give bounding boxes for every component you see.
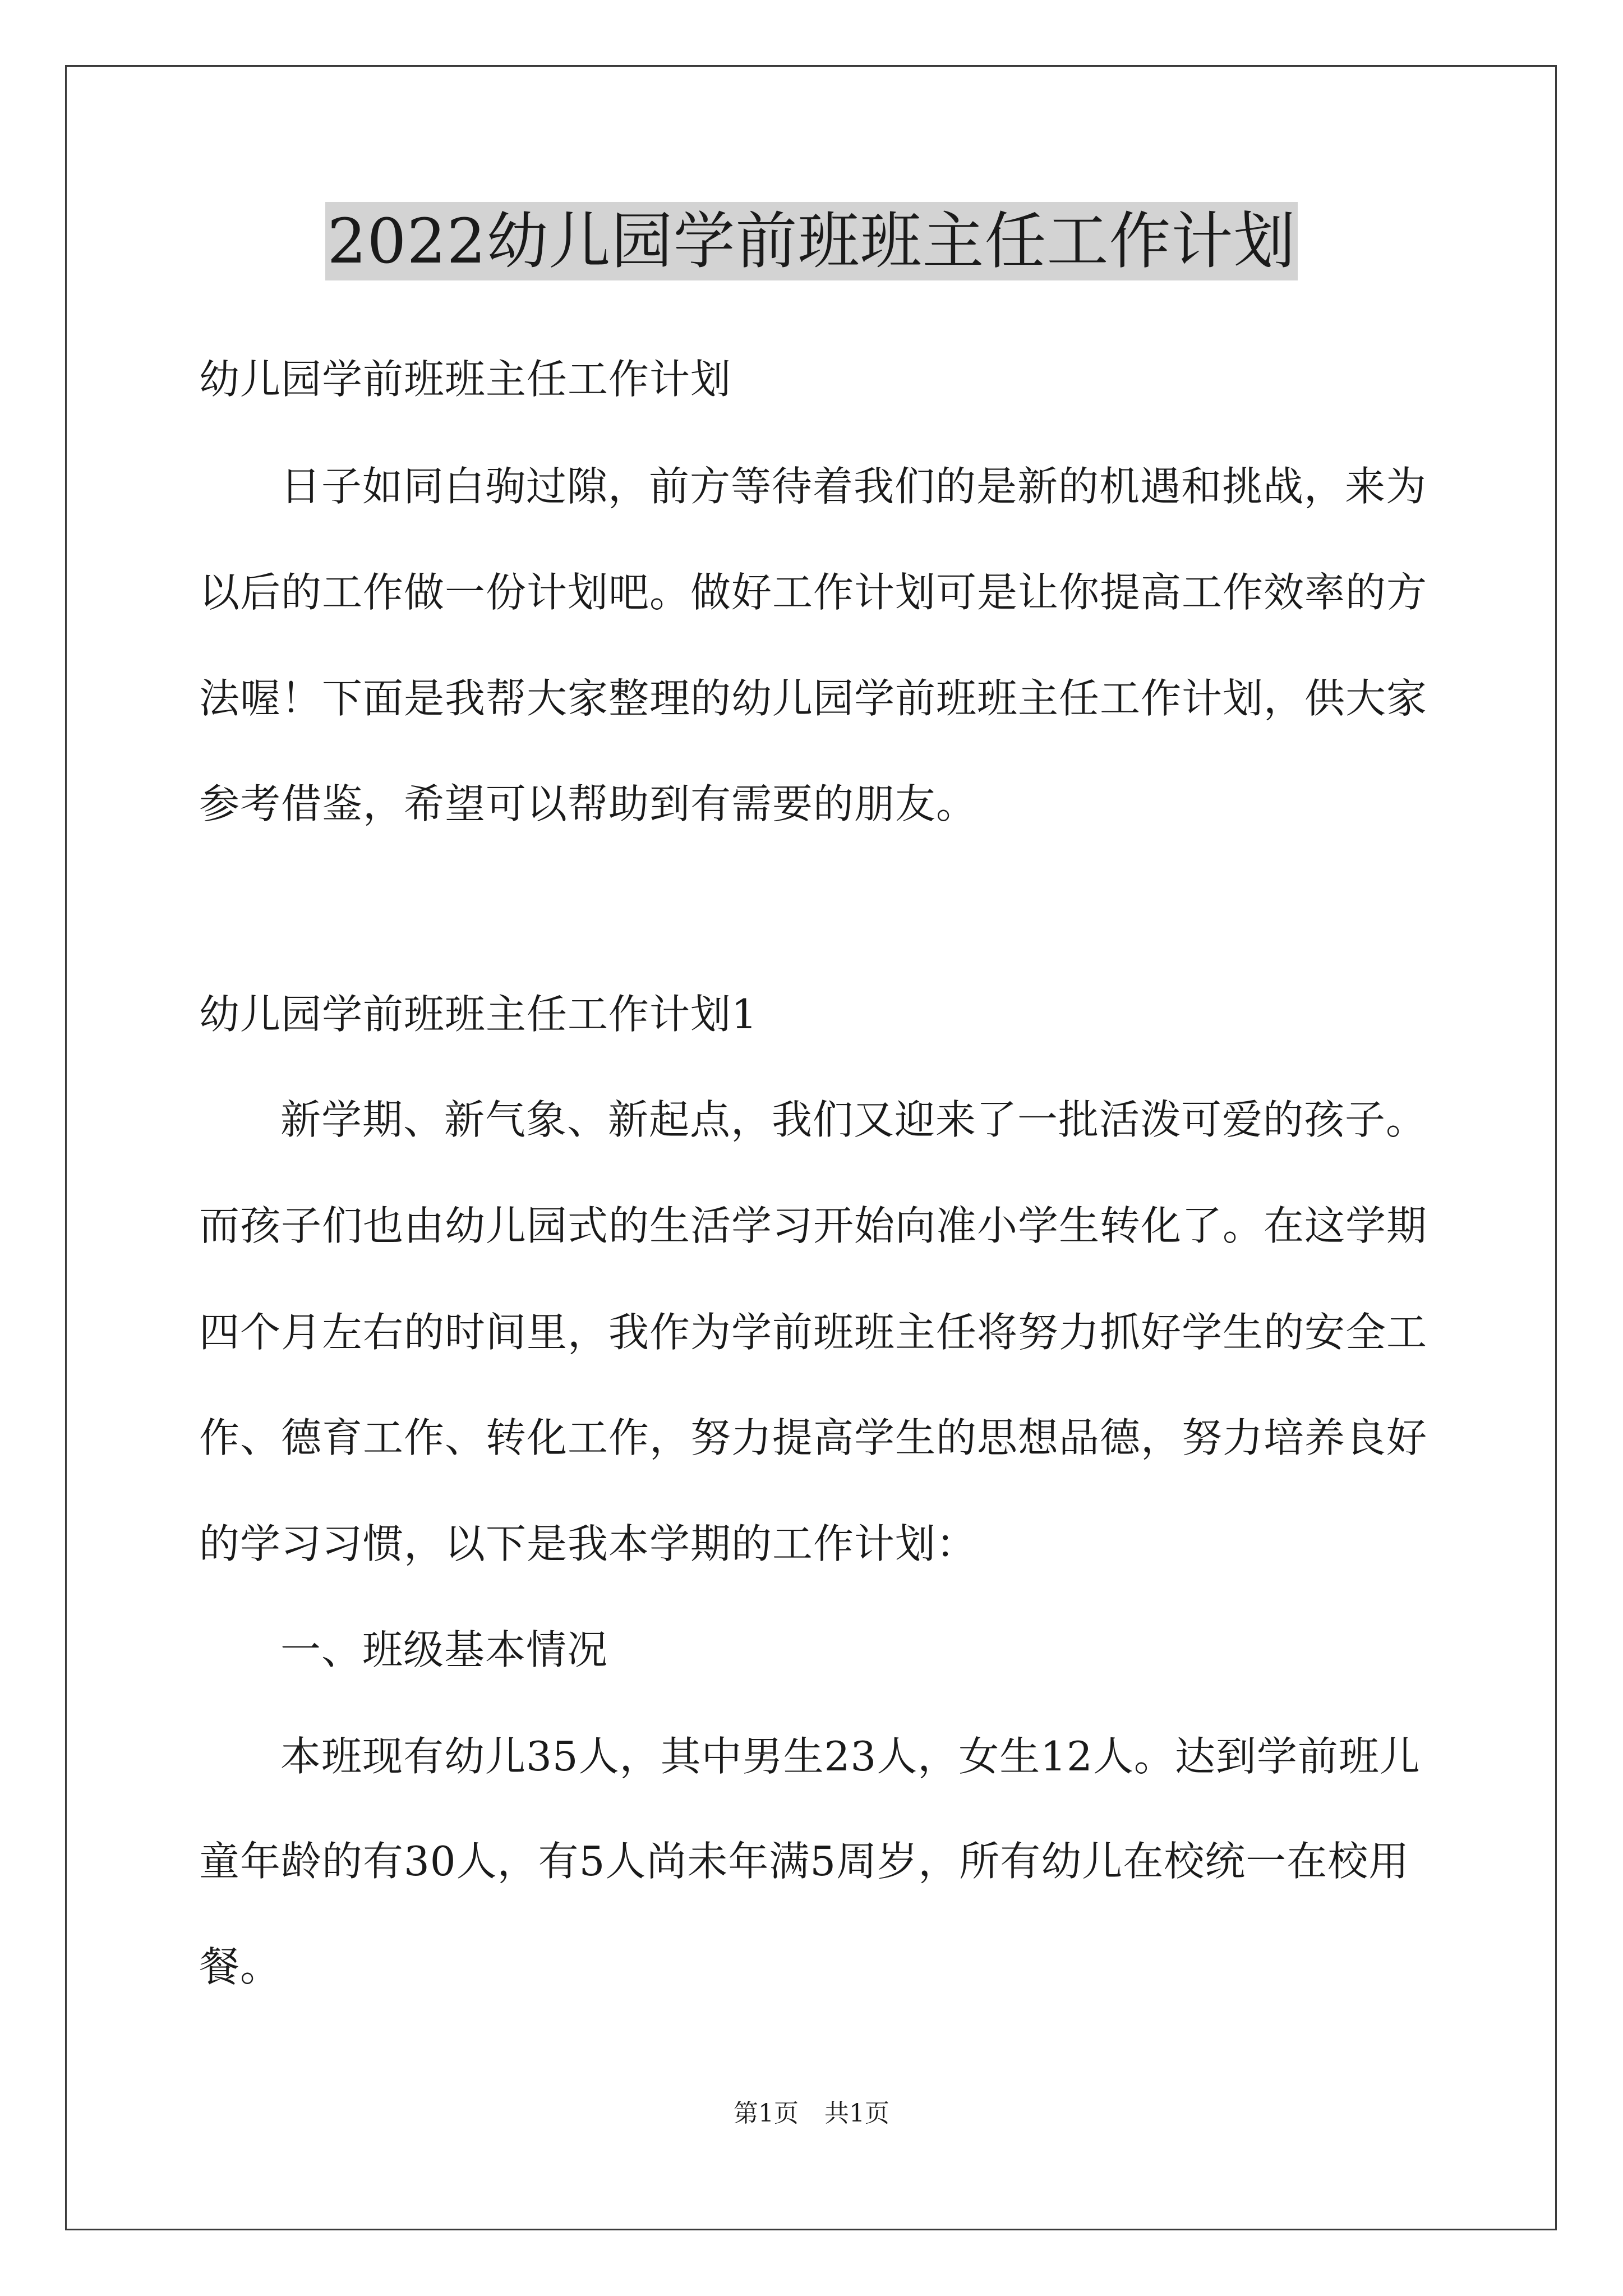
subsection-heading: 一、班级基本情况 bbox=[280, 1626, 608, 1673]
page-total: 共1页 bbox=[824, 2099, 889, 2128]
section-line: 作、德育工作、转化工作，努力提高学生的思想品德，努力培养良好 bbox=[199, 1414, 1428, 1461]
section-line: 新学期、新气象、新起点，我们又迎来了一批活泼可爱的孩子。 bbox=[280, 1096, 1427, 1143]
section-line: 四个月左右的时间里，我作为学前班班主任将努力抓好学生的安全工 bbox=[199, 1309, 1428, 1356]
subsection-line: 童年龄的有30人，有5人尚未年满5周岁，所有幼儿在校统一在校用 bbox=[199, 1838, 1410, 1885]
section-heading: 幼儿园学前班班主任工作计划1 bbox=[199, 991, 758, 1038]
title-container bbox=[0, 202, 1623, 280]
section-line: 的学习习惯，以下是我本学期的工作计划： bbox=[199, 1520, 978, 1567]
document-subtitle: 幼儿园学前班班主任工作计划 bbox=[199, 356, 732, 403]
intro-line: 以后的工作做一份计划吧。做好工作计划可是让你提高工作效率的方 bbox=[199, 569, 1428, 616]
page-footer bbox=[0, 2097, 1623, 2131]
intro-line: 日子如同白驹过隙，前方等待着我们的是新的机遇和挑战，来为 bbox=[280, 463, 1427, 510]
subsection-line: 本班现有幼儿35人，其中男生23人，女生12人。达到学前班儿 bbox=[280, 1733, 1421, 1780]
section-line: 而孩子们也由幼儿园式的生活学习开始向准小学生转化了。在这学期 bbox=[199, 1202, 1428, 1249]
subsection-line: 餐。 bbox=[199, 1943, 282, 1990]
intro-line: 参考借鉴，希望可以帮助到有需要的朋友。 bbox=[199, 780, 978, 827]
page-number: 第1页 bbox=[734, 2099, 799, 2128]
document-title: 2022幼儿园学前班班主任工作计划 bbox=[325, 202, 1298, 280]
intro-line: 法喔！下面是我帮大家整理的幼儿园学前班班主任工作计划，供大家 bbox=[199, 675, 1428, 722]
